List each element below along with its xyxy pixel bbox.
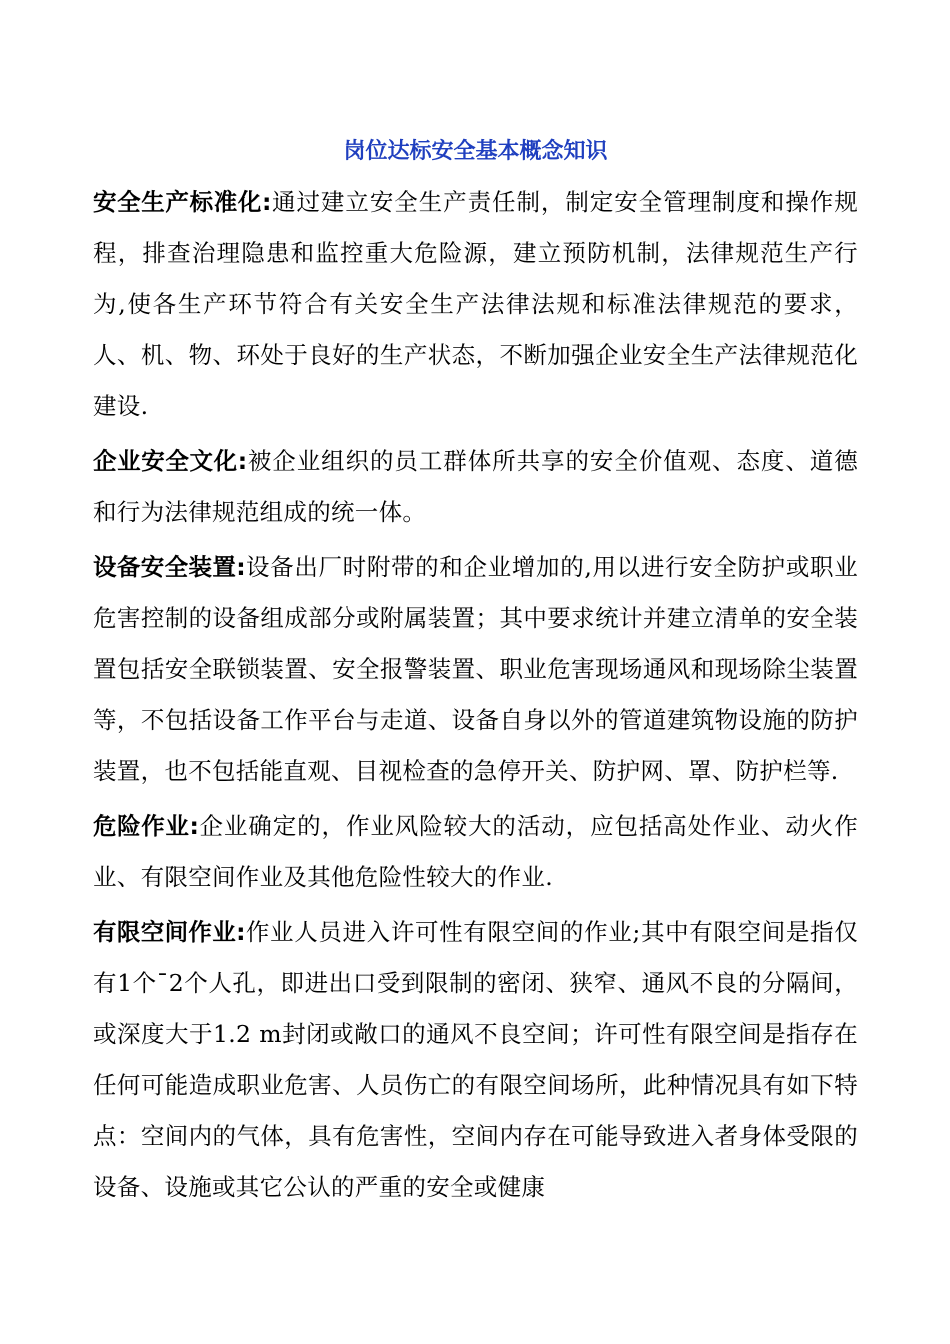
- definition-term: 危险作业: [93, 812, 190, 840]
- document-title: 岗位达标安全基本概念知识: [343, 139, 608, 164]
- term-separator: :: [237, 447, 248, 475]
- definition-text: 被企业组织的员工群体所共享的安全价值观、态度、道德和行为法律规范组成的统一体。: [93, 447, 859, 526]
- term-separator: :: [262, 188, 272, 216]
- definition-term: 企业安全文化: [93, 447, 238, 475]
- term-separator: :: [236, 918, 246, 946]
- definition-entry: [93, 436, 858, 538]
- term-separator: :: [236, 553, 246, 581]
- definition-entry: [93, 542, 858, 797]
- document-page: [93, 0, 858, 1217]
- definition-entry: [93, 177, 858, 432]
- definition-text: 通过建立安全生产责任制，制定安全管理制度和操作规程，排查治理隐患和监控重大危险源，建立预防机制，法律规范生产行为,使各生产环节符合有关安全生产法律法规和标准法律规范的要求，人、机、物、环处于良好的生产状态，不断加强企业安全生产法律规范化建设.: [93, 188, 859, 420]
- definition-entry: [93, 907, 858, 1213]
- definition-text: 作业人员进入许可性有限空间的作业;其中有限空间是指仅有1个¯2个人孔，即进出口受到限制的密闭、狭窄、通风不良的分隔间，或深度大于1.2 m封闭或敞口的通风不良空间；许可性有限空间是指存在任何可能造成职业危害、人员伤亡的有限空间场所，此种情况具有如下特点：空间内的气体，具有危害性，空间内存在可能导致进入者身体受限的设备、设施或其它公认的严重的安全或健康: [93, 918, 859, 1201]
- definition-list: [93, 177, 858, 1213]
- definition-text: 企业确定的，作业风险较大的活动，应包括高处作业、动火作业、有限空间作业及其他危险性较大的作业.: [93, 812, 858, 891]
- definition-term: 安全生产标准化: [93, 188, 262, 216]
- definition-term: 设备安全装置: [93, 553, 237, 581]
- definition-text: 设备出厂时附带的和企业增加的,用以进行安全防护或职业危害控制的设备组成部分或附属装置；其中要求统计并建立清单的安全装置包括安全联锁装置、安全报警装置、职业危害现场通风和现场除尘装置等，不包括设备工作平台与走道、设备自身以外的管道建筑物设施的防护装置，也不包括能直观、目视检查的急停开关、防护网、罩、防护栏等.: [93, 553, 858, 785]
- term-separator: :: [189, 812, 199, 840]
- definition-entry: [93, 801, 858, 903]
- definition-term: 有限空间作业: [93, 918, 237, 946]
